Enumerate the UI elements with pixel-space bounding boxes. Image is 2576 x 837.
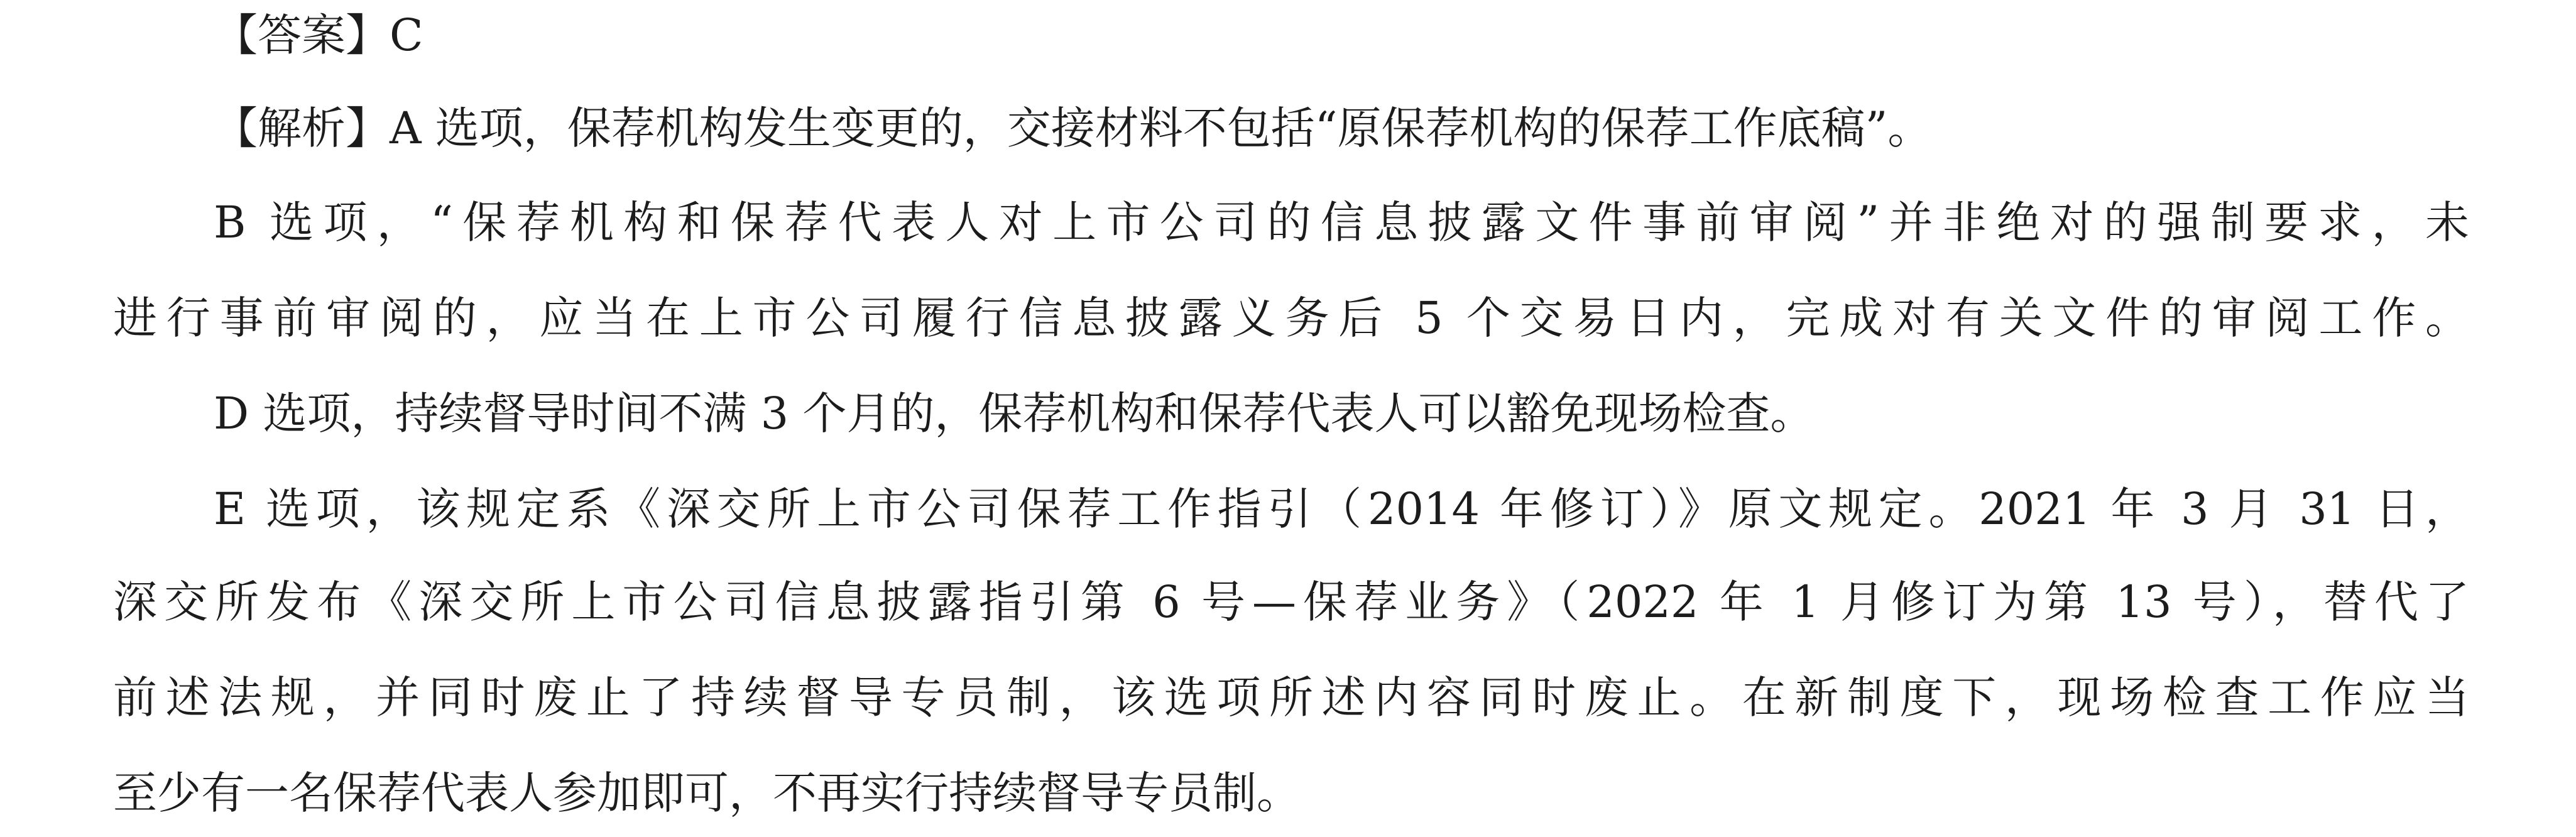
option-e-line-2: 深交所发布《深交所上市公司信息披露指引第 6 号—保荐业务》（2022 年 1 月修订为第 13 号），替代了 <box>113 576 2469 628</box>
option-e-line-4: 至少有一名保荐代表人参加即可，不再实行持续督导专员制。 <box>113 767 1301 819</box>
option-b-line-2: 进行事前审阅的，应当在上市公司履行信息披露义务后 5 个交易日内，完成对有关文件的审阅工作。 <box>113 292 2469 344</box>
answer-line: 【答案】C <box>214 9 423 61</box>
option-e-line-3: 前述法规，并同时废止了持续督导专员制，该选项所述内容同时废止。在新制度下，现场检查工作应当 <box>113 672 2469 723</box>
option-e-line-1: E 选项，该规定系《深交所上市公司保荐工作指引（2014 年修订）》原文规定。2021 年 3 月 31 日， <box>214 483 2469 535</box>
option-d-line: D 选项，持续督导时间不满 3 个月的，保荐机构和保荐代表人可以豁免现场检查。 <box>214 388 1815 439</box>
option-b-line-1: B 选项，“保荐机构和保荐代表人对上市公司的信息披露文件事前审阅”并非绝对的强制要求，未 <box>214 197 2469 248</box>
analysis-line: 【解析】A 选项，保荐机构发生变更的，交接材料不包括“原保荐机构的保荐工作底稿”。 <box>214 102 1932 154</box>
